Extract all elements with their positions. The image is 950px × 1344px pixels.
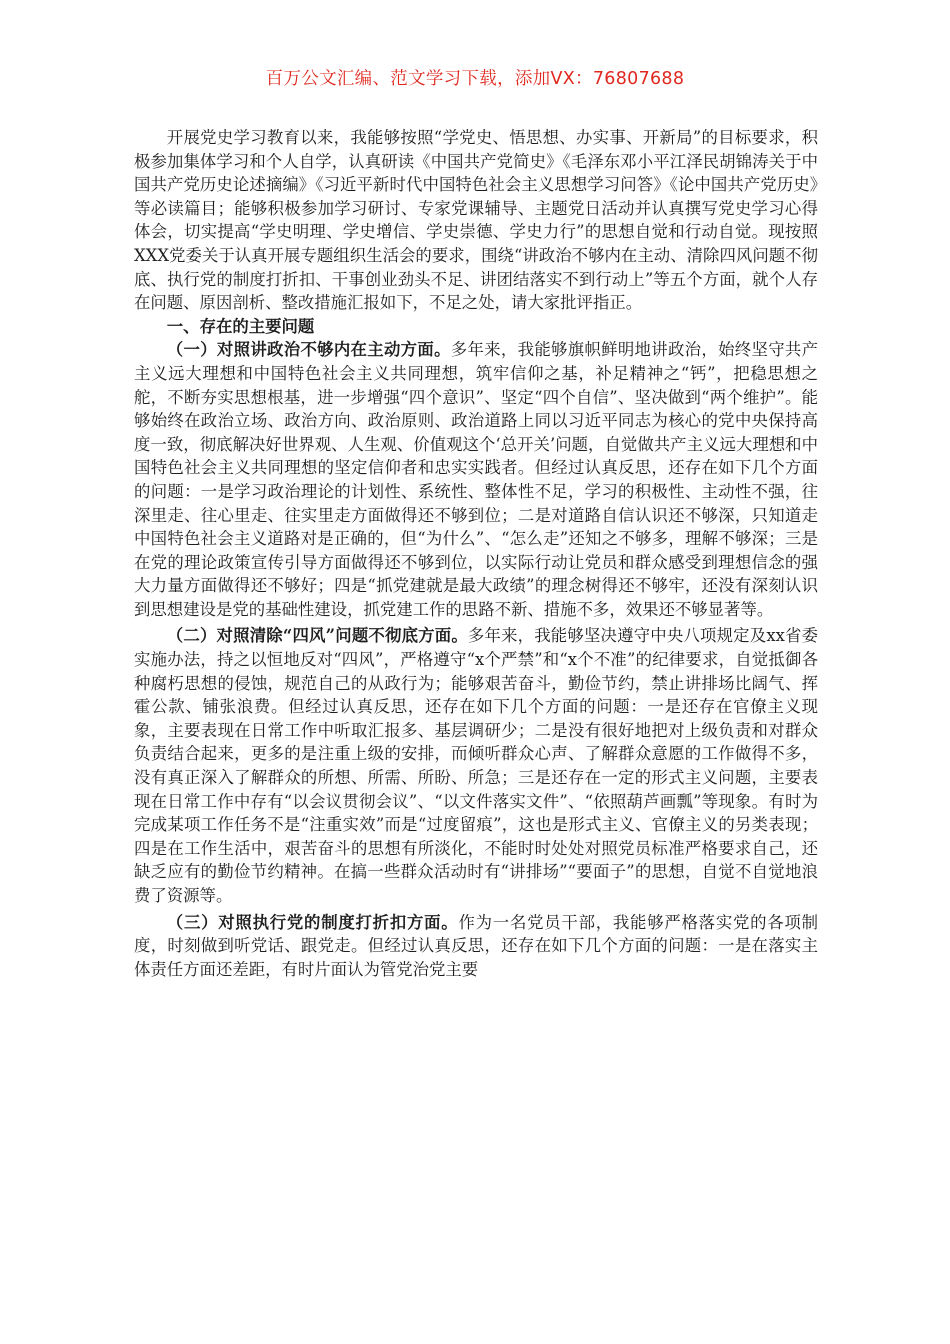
- item-2-heading: （二）对照清除“四风”问题不彻底方面。: [166, 626, 468, 646]
- item-1-paragraph: [134, 338, 818, 621]
- item-2-paragraph: [134, 624, 818, 907]
- section-heading: 一、存在的主要问题: [166, 316, 315, 336]
- item-1-heading: （一）对照讲政治不够内在主动方面。: [166, 340, 451, 360]
- header-banner: 百万公文汇编、范文学习下载，添加VX：76807688: [265, 69, 685, 89]
- item-3-paragraph: [134, 911, 818, 982]
- item-1-text: 多年来，我能够旗帜鲜明地讲政治，始终坚守共产主义远大理想和中国特色社会主义共同理想，筑牢信仰之基，补足精神之“钙”，把稳思想之舵，不断夯实思想根基，进一步增强“四个意识”、坚定“四个自信”、坚决做到“两个维护”。能够始终在政治立场、政治方向、政治原则、政治道路上同以习近平同志为核心的党中央保持高度一致，彻底解决好世界观、人生观、价值观这个‘总开关’问题，自觉做共产主义远大理想和中国特色社会主义共同理想的坚定信仰者和忠实实践者。但经过认真反思，还存在如下几个方面的问题：一是学习政治理论的计划性、系统性、整体性不足，学习的积极性、主动性不强，往深里走、往心里走、往实里走方面做得还不够到位；二是对道路自信认识还不够深，只知道走中国特色社会主义道路对是正确的，但“为什么”、“怎么走”还知之不够多，理解不够深；三是在党的理论政策宣传引导方面做得还不够到位，以实际行动让党员和群众感受到理想信念的强大力量方面做得还不够好；四是“抓党建就是最大政绩”的理念树得还不够牢，还没有深刻认识到思想建设是党的基础性建设，抓党建工作的思路不新、措施不多，效果还不够显著等。: [134, 340, 819, 619]
- item-3-text: 作为一名党员干部，我能够严格落实党的各项制度，时刻做到听党话、跟党走。但经过认真反思，还存在如下几个方面的问题：一是在落实主体责任方面还差距，有时片面认为管党治党主要: [134, 912, 819, 979]
- intro-paragraph: 开展党史学习教育以来，我能够按照“学党史、悟思想、办实事、开新局”的目标要求，积极参加集体学习和个人自学，认真研读《中国共产党简史》《毛泽东邓小平江泽民胡锦涛关于中国共产党历史论述摘编》《习近平新时代中国特色社会主义思想学习问答》《论中国共产党历史》等必读篇目；能够积极参加学习研讨、专家党课辅导、主题党日活动并认真撰写党史学习心得体会，切实提高“学史明理、学史增信、学史崇德、学史力行”的思想自觉和行动自觉。现按照XXX党委关于认真开展专题组织生活会的要求，围绕“讲政治不够内在主动、清除四风问题不彻底、执行党的制度打折扣、干事创业劲头不足、讲团结落实不到行动上”等五个方面，就个人存在问题、原因剖析、整改措施汇报如下，不足之处，请大家批评指正。: [134, 128, 818, 313]
- item-3-heading: （三）对照执行党的制度打折扣方面。: [166, 912, 459, 932]
- item-2-text: 多年来，我能够坚决遵守中央八项规定及xx省委实施办法，持之以恒地反对“四风”，严格遵守“x个严禁”和“x个不准”的纪律要求，自觉抵御各种腐朽思想的侵蚀，规范自己的从政行为；能够艰苦奋斗，勤俭节约，禁止讲排场比阔气、挥霍公款、铺张浪费。但经过认真反思，还存在如下几个方面的问题：一是还存在官僚主义现象，主要表现在日常工作中听取汇报多、基层调研少；二是没有很好地把对上级负责和对群众负责结合起来，更多的是注重上级的安排，而倾听群众心声、了解群众意愿的工作做得不多，没有真正深入了解群众的所想、所需、所盼、所急；三是还存在一定的形式主义问题，主要表现在日常工作中存有“以会议贯彻会议”、“以文件落实文件”、“依照葫芦画瓢”等现象。有时为完成某项工作任务不是“注重实效”而是“过度留痕”，这也是形式主义、官僚主义的另类表现；四是在工作生活中，艰苦奋斗的思想有所淡化，不能时时处处对照党员标准严格要求自己，还缺乏应有的勤俭节约精神。在搞一些群众活动时有“讲排场”“要面子”的思想，自觉不自觉地浪费了资源等。: [134, 626, 818, 905]
- document-body: [134, 126, 818, 981]
